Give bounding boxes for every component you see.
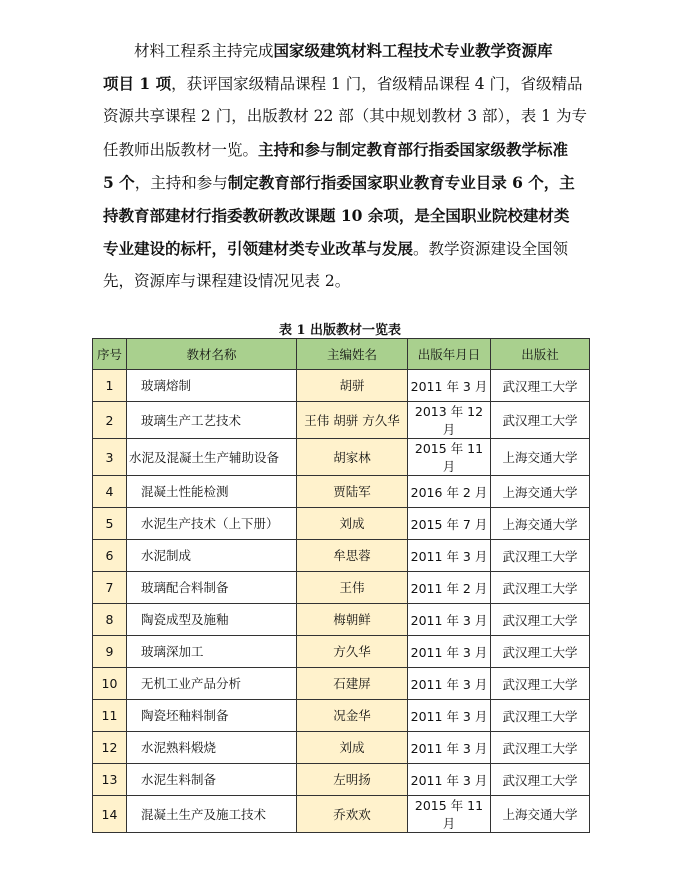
plain-text: 任教师出版教材一览。 — [103, 141, 259, 159]
cell-book-name: 水泥生产技术（上下册） — [127, 508, 297, 540]
cell-publisher: 上海交通大学 — [491, 439, 590, 476]
paragraph-line — [103, 133, 581, 166]
cell-seq: 4 — [93, 476, 127, 508]
cell-date: 2011 年 3 月 — [408, 540, 491, 572]
cell-publisher: 武汉理工大学 — [491, 604, 590, 636]
cell-seq: 6 — [93, 540, 127, 572]
header-seq: 序号 — [93, 339, 127, 370]
cell-seq: 8 — [93, 604, 127, 636]
cell-publisher: 上海交通大学 — [491, 796, 590, 833]
cell-publisher: 武汉理工大学 — [491, 700, 590, 732]
cell-book-name: 陶瓷成型及施釉 — [127, 604, 297, 636]
cell-seq: 14 — [93, 796, 127, 833]
bold-text: 持教育部建材行指委教研教改课题 10 余项，是全国职业院校建材类 — [103, 206, 570, 225]
cell-publisher: 上海交通大学 — [491, 508, 590, 540]
cell-book-name: 无机工业产品分析 — [127, 668, 297, 700]
paragraph-line — [103, 100, 587, 133]
cell-seq: 2 — [93, 402, 127, 439]
cell-book-name: 水泥熟料煅烧 — [127, 732, 297, 764]
table-row — [93, 402, 590, 439]
textbook-table — [92, 338, 590, 833]
plain-text: ，主持和参与 — [134, 174, 228, 192]
plain-text: 。教学资源建设全国领 — [413, 240, 569, 258]
table-row — [93, 508, 590, 540]
intro-paragraph — [103, 34, 587, 298]
cell-seq: 12 — [93, 732, 127, 764]
cell-publisher: 武汉理工大学 — [491, 636, 590, 668]
cell-date: 2011 年 3 月 — [408, 700, 491, 732]
cell-publisher: 武汉理工大学 — [491, 370, 590, 402]
cell-editor: 胡骈 — [297, 370, 408, 402]
cell-editor: 胡家林 — [297, 439, 408, 476]
bold-text: 国家级建筑材料工程技术专业教学资源库 — [273, 41, 553, 60]
header-publisher: 出版社 — [491, 339, 590, 370]
table-row — [93, 796, 590, 833]
cell-seq: 5 — [93, 508, 127, 540]
header-book-name: 教材名称 — [127, 339, 297, 370]
table-row — [93, 636, 590, 668]
plain-text: 先，资源库与课程建设情况见表 2。 — [103, 272, 351, 290]
bold-text: 主持和参与制定教育部行指委国家级教学标准 — [258, 140, 569, 159]
table-row — [93, 439, 590, 476]
cell-publisher: 上海交通大学 — [491, 476, 590, 508]
table-caption: 表 1 出版教材一览表 — [278, 323, 402, 338]
cell-seq: 7 — [93, 572, 127, 604]
table-row — [93, 476, 590, 508]
paragraph-line — [103, 166, 581, 199]
cell-seq: 3 — [93, 439, 127, 476]
cell-date: 2015 年 11 月 — [408, 439, 491, 476]
table-row — [93, 764, 590, 796]
cell-publisher: 武汉理工大学 — [491, 540, 590, 572]
cell-book-name: 玻璃熔制 — [127, 370, 297, 402]
cell-date: 2013 年 12 月 — [408, 402, 491, 439]
paragraph-line — [103, 34, 581, 67]
cell-editor: 刘成 — [297, 508, 408, 540]
cell-book-name: 玻璃深加工 — [127, 636, 297, 668]
table-row — [93, 668, 590, 700]
cell-book-name: 陶瓷坯釉料制备 — [127, 700, 297, 732]
bold-text: 5 个 — [103, 173, 135, 192]
cell-date: 2015 年 7 月 — [408, 508, 491, 540]
cell-book-name: 水泥生料制备 — [127, 764, 297, 796]
cell-editor: 王伟 — [297, 572, 408, 604]
cell-editor: 刘成 — [297, 732, 408, 764]
cell-book-name: 玻璃生产工艺技术 — [127, 402, 297, 439]
cell-date: 2011 年 3 月 — [408, 604, 491, 636]
table-row — [93, 572, 590, 604]
cell-book-name: 水泥制成 — [127, 540, 297, 572]
cell-book-name: 混凝土性能检测 — [127, 476, 297, 508]
cell-editor: 况金华 — [297, 700, 408, 732]
cell-seq: 9 — [93, 636, 127, 668]
table-header-row — [93, 339, 590, 370]
cell-date: 2011 年 3 月 — [408, 370, 491, 402]
bold-text: 制定教育部行指委国家职业教育专业目录 6 个，主 — [227, 173, 575, 192]
table-row — [93, 540, 590, 572]
cell-publisher: 武汉理工大学 — [491, 572, 590, 604]
bold-text: 专业建设的标杆，引领建材类专业改革与发展 — [103, 239, 414, 258]
cell-date: 2016 年 2 月 — [408, 476, 491, 508]
table-row — [93, 370, 590, 402]
bold-text: 项目 1 项 — [103, 74, 172, 93]
cell-publisher: 武汉理工大学 — [491, 402, 590, 439]
cell-seq: 13 — [93, 764, 127, 796]
header-editor: 主编姓名 — [297, 339, 408, 370]
table-row — [93, 700, 590, 732]
cell-date: 2011 年 3 月 — [408, 668, 491, 700]
paragraph-line — [103, 232, 581, 265]
cell-editor: 梅朝鲜 — [297, 604, 408, 636]
cell-date: 2011 年 3 月 — [408, 732, 491, 764]
cell-book-name: 玻璃配合料制备 — [127, 572, 297, 604]
paragraph-line — [103, 67, 581, 100]
cell-editor: 贾陆军 — [297, 476, 408, 508]
cell-publisher: 武汉理工大学 — [491, 764, 590, 796]
cell-seq: 1 — [93, 370, 127, 402]
cell-editor: 石建屏 — [297, 668, 408, 700]
cell-editor: 牟思蓉 — [297, 540, 408, 572]
cell-seq: 10 — [93, 668, 127, 700]
cell-editor: 乔欢欢 — [297, 796, 408, 833]
paragraph-line — [103, 265, 581, 298]
cell-seq: 11 — [93, 700, 127, 732]
plain-text: 材料工程系主持完成 — [134, 42, 274, 60]
cell-publisher: 武汉理工大学 — [491, 732, 590, 764]
table-row — [93, 732, 590, 764]
cell-book-name: 混凝土生产及施工技术 — [127, 796, 297, 833]
paragraph-line — [103, 199, 581, 232]
cell-date: 2011 年 3 月 — [408, 636, 491, 668]
cell-editor: 方久华 — [297, 636, 408, 668]
cell-date: 2011 年 2 月 — [408, 572, 491, 604]
plain-text: 资源共享课程 2 门，出版教材 22 部（其中规划教材 3 部），表 1 为专 — [103, 107, 587, 125]
cell-date: 2011 年 3 月 — [408, 764, 491, 796]
plain-text: ，获评国家级精品课程 1 门，省级精品课程 4 门，省级精品 — [171, 75, 583, 93]
cell-date: 2015 年 11 月 — [408, 796, 491, 833]
cell-editor: 左明扬 — [297, 764, 408, 796]
cell-book-name: 水泥及混凝土生产辅助设备 — [127, 439, 297, 476]
cell-publisher: 武汉理工大学 — [491, 668, 590, 700]
table-row — [93, 604, 590, 636]
cell-editor: 王伟 胡骈 方久华 — [297, 402, 408, 439]
header-date: 出版年月日 — [408, 339, 491, 370]
